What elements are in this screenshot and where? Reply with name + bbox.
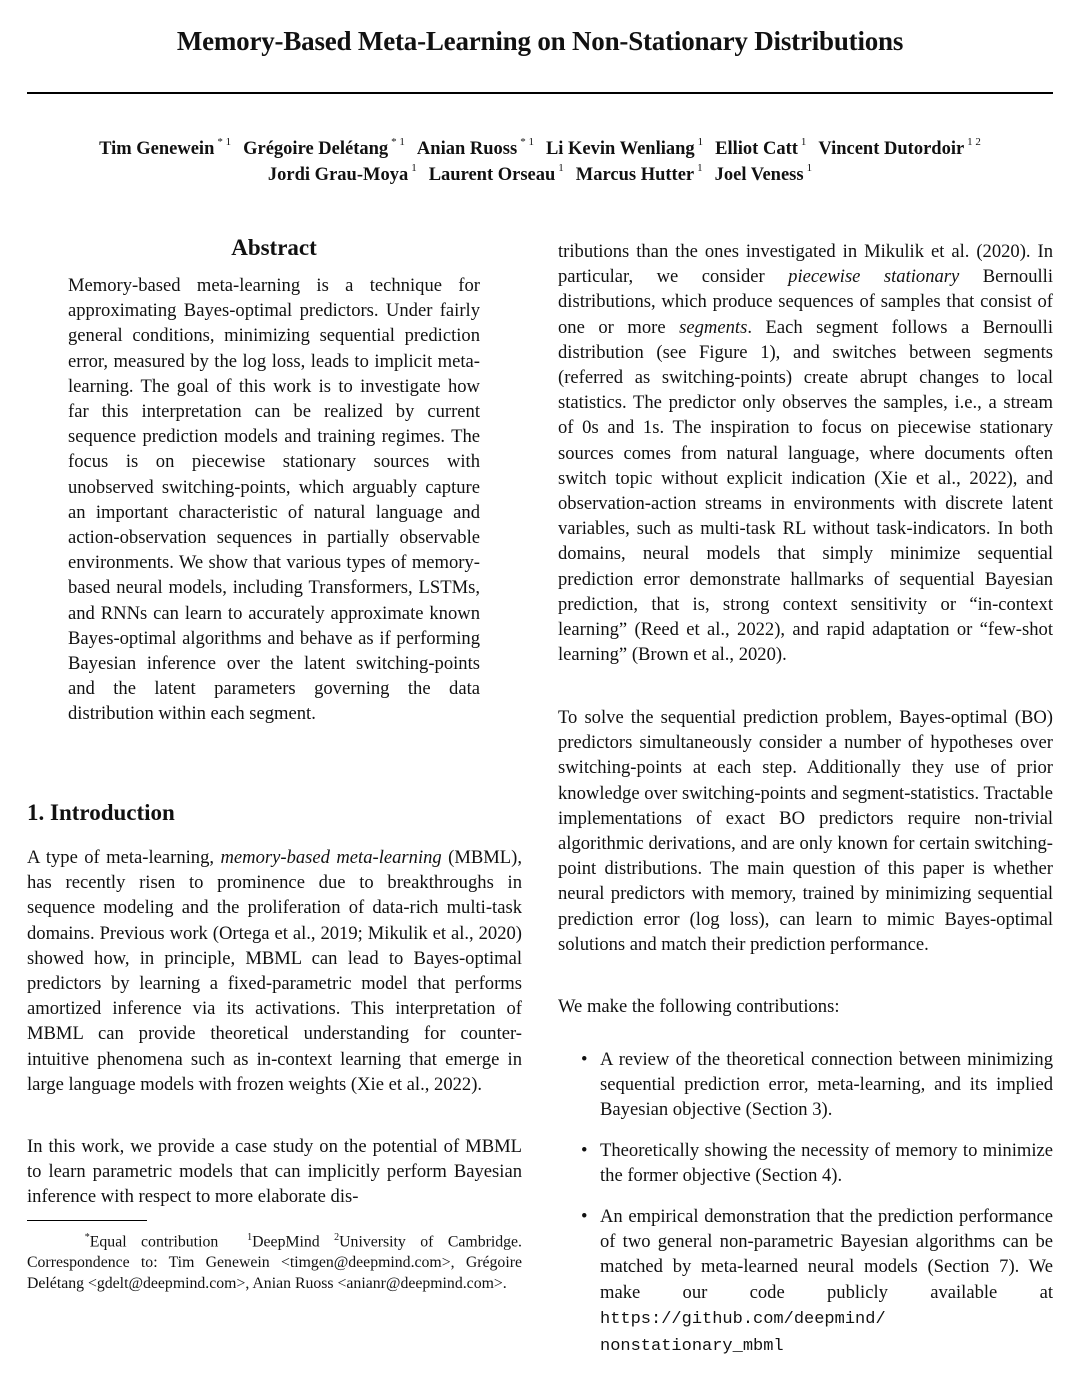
bullet-icon: • (581, 1140, 588, 1161)
author-name: Li Kevin Wenliang (545, 139, 695, 159)
intro-paragraph-2: In this work, we provide a case study on the potential of MBML to learn parametric models that can implicitly perform Bayesian inference with respect to more elaborate dis- (27, 1136, 522, 1208)
author-name: Anian Ruoss (416, 139, 518, 159)
author-affiliation-mark: 1 (800, 136, 807, 148)
author-line-2 (0, 162, 1080, 186)
author-affiliation-mark: * 1 (217, 136, 232, 148)
right-paragraph-1: tributions than the ones investigated in Mikulik et al. (2020). In particular, we consider piecewise stationary Bernoulli distributions, which produce sequences of samples that consist of one or more segments. Each segment follows a Bernoulli distribution (see Figure 1), and switches between segments (referred as switching-points) create abrupt changes to local statistics. The predictor only observes the samples, i.e., a stream of 0s and 1s. The inspiration to focus on piecewise stationary sources comes from natural language, where documents often switch topic without explicit indication (Xie et al., 2022), and observation-action streams in environments with discrete latent variables, such as multi-task RL without task-indicators. In both domains, neural models that simply minimize sequential prediction error demonstrate hallmarks of sequential Bayesian prediction, that is, strong context sensitivity or “in-context learning” (Reed et al., 2022), and rapid adaptation or “few-shot learning” (Brown et al., 2020). (558, 241, 1053, 666)
footnote-rule (27, 1220, 147, 1221)
author-affiliation-mark: 1 (558, 162, 564, 174)
author-name: Marcus Hutter (575, 165, 695, 185)
abstract-text: Memory-based meta-learning is a technique for approximating Bayes-optimal predictors. Under fairly general conditions, minimizing sequential prediction error, measured by the log loss, leads to implicit meta-learning. The goal of this work is to investigate how far this interpretation can be realized by current sequence prediction models and training regimes. The focus is on piecewise stationary sources with unobserved switching-points, which arguably capture an important characteristic of natural language and action-observation sequences in partially observable environments. We show that various types of memory-based neural models, including Transformers, LSTMs, and RNNs can learn to accurately approximate known Bayes-optimal algorithms and behave as if performing Bayesian inference over the latent switching-points and the latent parameters governing the data distribution within each segment. (68, 275, 480, 725)
author-affiliation-mark: 1 2 (967, 136, 981, 148)
author-affiliation-mark: 1 (697, 136, 704, 148)
author-affiliation-mark: * 1 (391, 136, 405, 148)
title-rule (27, 92, 1053, 94)
author-name: Grégoire Delétang (243, 139, 389, 159)
contribution-item: • A review of the theoretical connection between minimizing sequential prediction error, meta-learning, and its implied Bayesian objective (Section 3). (581, 1049, 1053, 1121)
abstract-heading: Abstract (231, 235, 317, 260)
paper-title: Memory-Based Meta-Learning on Non-Stationary Distributions (176, 26, 904, 56)
author-affiliation-mark: 1 (697, 162, 703, 174)
bullet-icon: • (581, 1049, 588, 1070)
author-name: Joel Veness (714, 165, 804, 185)
code-repository-link[interactable]: https://github.com/deepmind/ nonstationary_mbml (600, 1309, 886, 1357)
author-name: Jordi Grau-Moya (267, 165, 409, 185)
contributions-intro: We make the following contributions: (558, 996, 840, 1017)
emphasis-mbml: memory-based meta-learning (220, 847, 442, 868)
author-affiliation-mark: * 1 (520, 136, 534, 148)
footnote: *Equal contribution $^1$DeepMind $^2$University of Cambridge. Correspondence to: Tim Genewein <timgen@deepmind.com>, Grégoire Delétang <gdelt@deepmind.com>, Anian Ruoss <anianr@deepmind.com>. (27, 1232, 523, 1293)
author-affiliation-mark: 1 (806, 162, 813, 174)
introduction-heading: 1. Introduction (27, 800, 175, 825)
bullet-icon: • (581, 1206, 588, 1227)
contribution-item: • Theoretically showing the necessity of memory to minimize the former objective (Section 4). (581, 1140, 1053, 1187)
author-affiliation-mark: 1 (411, 162, 417, 174)
author-name: Elliot Catt (715, 139, 798, 159)
contribution-item: • An empirical demonstration that the prediction performance of two general non-parametric Bayesian algorithms can be matched by meta-learned neural models (Section 7). We make our code publicly available at https://github.com/deepmind/ nonstationary_mbml (581, 1206, 1053, 1357)
author-name: Tim Genewein (99, 139, 215, 159)
author-name: Laurent Orseau (428, 165, 556, 185)
author-line-1 (0, 136, 1080, 160)
right-paragraph-2: To solve the sequential prediction problem, Bayes-optimal (BO) predictors simultaneously consider a number of hypotheses over switching-points at each step. Additionally they use of prior knowledge over switching-points and segment-statistics. Tractable implementations of exact BO predictors require non-trivial algorithmic derivations, and are only known for certain switching-point distributions. The main question of this paper is whether neural predictors with memory, trained by minimizing sequential prediction error (log loss), can learn to mimic Bayes-optimal solutions and match their prediction performance. (558, 707, 1053, 955)
intro-paragraph-1: A type of meta-learning, memory-based meta-learning (MBML), has recently risen to prominence due to breakthroughs in sequence modeling and the proliferation of data-rich multi-task domains. Previous work (Ortega et al., 2019; Mikulik et al., 2020) showed how, in principle, MBML can lead to Bayes-optimal predictors by learning a fixed-parametric model that performs amortized inference via its activations. This interpretation of MBML can provide theoretical understanding for counter-intuitive phenomena such as in-context learning that emerge in large language models with frozen weights (Xie et al., 2022). (27, 847, 522, 1095)
author-name: Vincent Dutordoir (818, 139, 965, 159)
